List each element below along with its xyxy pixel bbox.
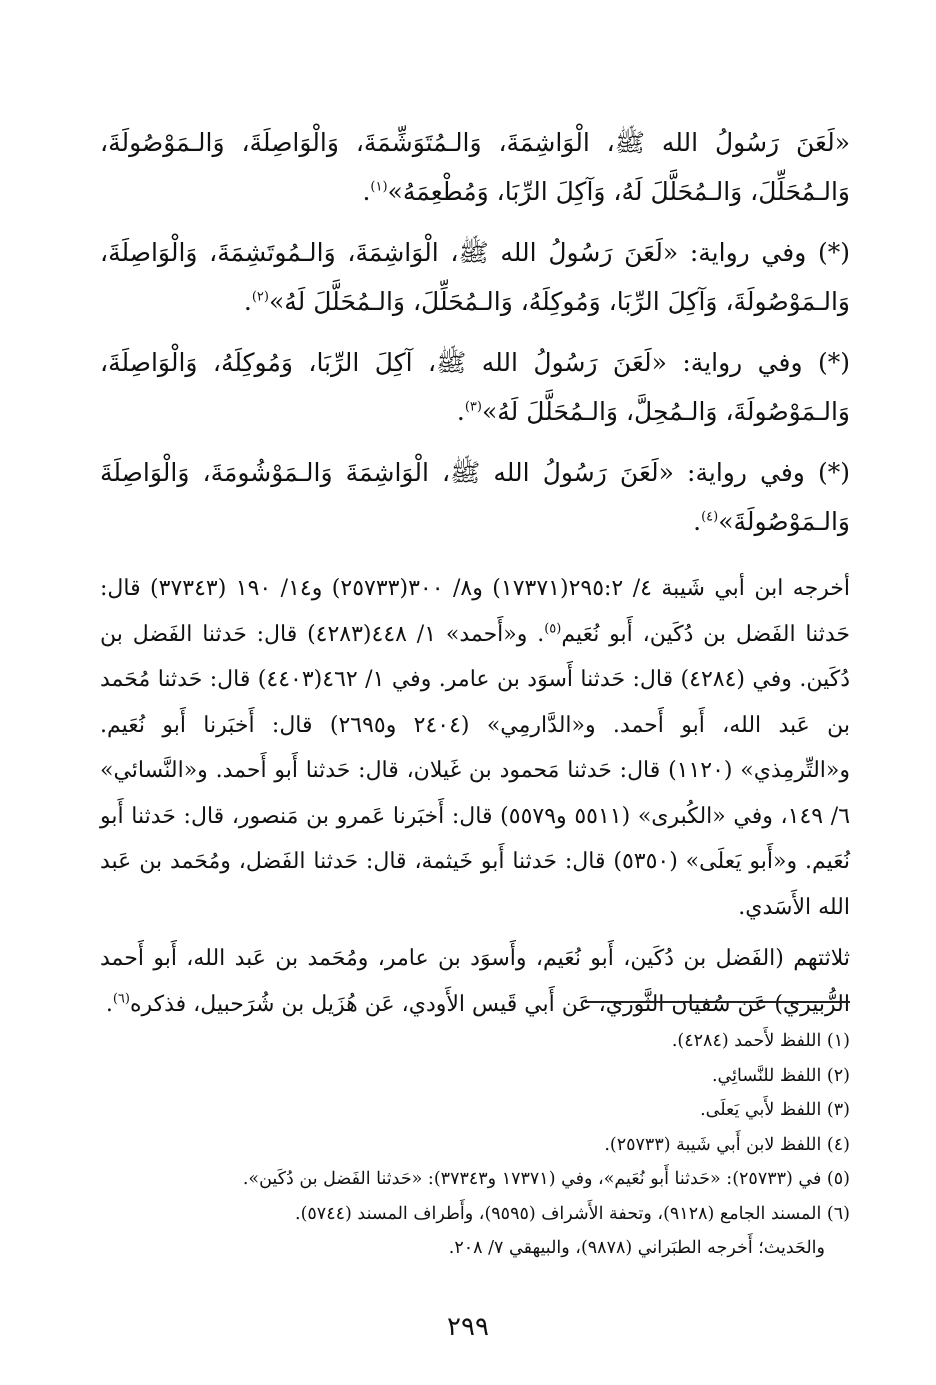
- footnote-ref-2: (٢): [251, 289, 269, 305]
- page-number: ٢٩٩: [447, 1312, 489, 1342]
- hadith-riwaya-1: [100, 228, 850, 326]
- footnote-6: (٦) المسند الجامع (٩١٢٨)، وتحفة الأَشراف (٩٥٩٥)، وأَطراف المسند (٥٧٤٤).: [295, 1203, 850, 1224]
- page-body: [100, 118, 850, 1027]
- footnote-4: (٤) اللفظ لابن أَبي شَيبة (٢٥٧٣٣).: [604, 1134, 850, 1155]
- footnote-2: (٢) اللفظ للنَّسائِي.: [711, 1065, 850, 1086]
- footnotes: [90, 1024, 850, 1266]
- hadith-main: [100, 118, 850, 216]
- takhrij-paragraph-1: [100, 566, 850, 930]
- hadith-riwaya-2: [100, 338, 850, 436]
- riwaya-2-text: (*) وفي رواية: «لَعَنَ رَسُولُ الله ﷺ، آكِلَ الرِّبَا، وَمُوكِلَهُ، وَالْوَاصِلَةَ، وَالـمَوْصُولَةَ، وَالـمُحِلَّ، وَالـمُحَلَّلَ لَهُ»: [100, 348, 850, 426]
- footnote-ref-5: (٥): [544, 621, 562, 637]
- footnote-ref-1: (١): [370, 179, 388, 195]
- takhrij-1-start: أخرجه ابن أبي شَيبة ٤/ ٢٩٥:٢(١٧٣٧١) و٨/ ٣٠٠(٢٥٧٣٣) و١٤/ ١٩٠ (٣٧٣٤٣) قال: حَدثنا الفَضل بن دُكَين، أَبو نُعَيم: [100, 576, 851, 647]
- takhrij-1-rest: . و«أَحمد» ١/ ٤٤٨(٤٢٨٣) قال: حَدثنا الفَضل بن دُكَين. وفي (٤٢٨٤) قال: حَدثنا أَسوَد بن عامر. وفي ١/ ٤٦٢(٤٤٠٣) قال: حَدثنا مُحَمد بن عَبد الله، أَبو أَحمد. و«الدَّارمِي» (٢٤٠٤ و٢٦٩٥) قال: أَخبَرنا أَبو نُعَيم. و«التِّرمِذي» (١١٢٠) قال: حَدثنا مَحمود بن غَيلان، قال: حَدثنا أَبو أَحمد. و«النَّسائي» ٦/ ١٤٩، وفي «الكُبرى» (٥٥١١ و٥٥٧٩) قال: أَخبَرنا عَمرو بن مَنصور، قال: حَدثنا أَبو نُعَيم. و«أَبو يَعلَى» (٥٣٥٠) قال: حَدثنا أَبو خَيثمة، قال: حَدثنا الفَضل، ومُحَمد بن عَبد الله الأَسَدي.: [100, 621, 851, 920]
- riwaya-1-end: .: [243, 287, 252, 316]
- footnote-6-continued: والحَديث؛ أَخرجه الطبَراني (٩٨٧٨)، والبيهقي ٧/ ٢٠٨.: [448, 1238, 825, 1258]
- footnote-3: (٣) اللفظ لأَبي يَعلَى.: [700, 1100, 850, 1120]
- hadith-main-end: .: [362, 177, 371, 206]
- hadith-riwaya-3: [100, 448, 850, 546]
- footnote-ref-6: (٦): [112, 991, 130, 1007]
- riwaya-3-text: (*) وفي رواية: «لَعَنَ رَسُولُ الله ﷺ، الْوَاشِمَةَ وَالـمَوْشُومَةَ، وَالْوَاصِلَةَ وَالـمَوْصُولَةَ»: [100, 458, 850, 536]
- takhrij-2-text: ثلاثتهم (الفَضل بن دُكَين، أَبو نُعَيم، وأَسوَد بن عامر، ومُحَمد بن عَبد الله، أَبو أَحمد الزُّبيري) عَن سُفيان الثَّوري، عَن أَبي قَيس الأَودي، عَن هُزَيل بن شُرَحبيل، فذكره: [100, 946, 850, 1017]
- takhrij-paragraph-2: [100, 936, 850, 1027]
- riwaya-3-end: .: [693, 507, 702, 536]
- hadith-main-text: «لَعَنَ رَسُولُ الله ﷺ، الْوَاشِمَةَ، وَالـمُتَوَشِّمَةَ، وَالْوَاصِلَةَ، وَالـمَوْصُولَةَ، وَالـمُحَلِّلَ، وَالـمُحَلَّلَ لَهُ، وَآكِلَ الرِّبَا، وَمُطْعِمَهُ»: [100, 128, 850, 206]
- riwaya-2-end: .: [456, 397, 465, 426]
- riwaya-1-text: (*) وفي رواية: «لَعَنَ رَسُولُ الله ﷺ، الْوَاشِمَةَ، وَالـمُوتَشِمَةَ، وَالْوَاصِلَةَ، وَالـمَوْصُولَةَ، وَآكِلَ الرِّبَا، وَمُوكِلَهُ، وَالـمُحَلِّلَ، وَالـمُحَلَّلَ لَهُ»: [100, 238, 850, 316]
- footnote-ref-4: (٤): [701, 509, 719, 525]
- takhrij-2-end: .: [105, 991, 113, 1017]
- footnote-ref-3: (٣): [464, 399, 482, 415]
- footnote-1: (١) اللفظ لأَحمد (٤٢٨٤).: [671, 1031, 850, 1051]
- footnote-5: (٥) في (٢٥٧٣٣): «حَدثنا أَبو نُعَيم»، وفي (١٧٣٧١ و٣٧٣٤٣): «حَدثنا الفَضل بن دُكَين».: [242, 1169, 850, 1189]
- footnote-separator: [585, 1001, 850, 1003]
